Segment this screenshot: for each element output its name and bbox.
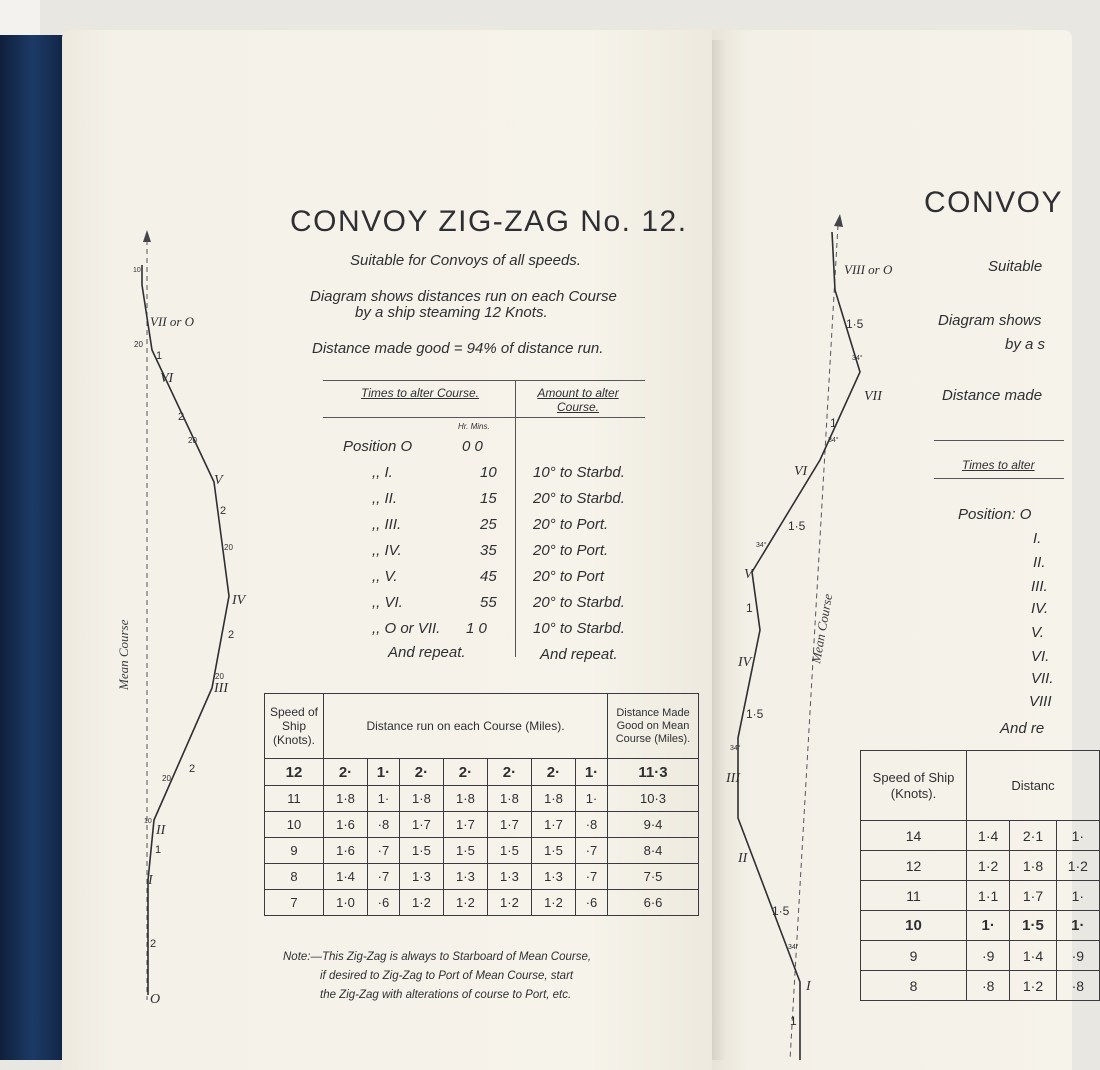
point-label: V [744, 567, 753, 582]
distance-good-cell: 7·5 [608, 864, 699, 890]
point-label: VI [160, 371, 174, 386]
distance-cell: 1·8 [399, 786, 443, 812]
note-line-1: Note:—This Zig-Zag is always to Starboard of Mean Course, [283, 951, 592, 963]
left-subtitle: Suitable for Convoys of all speeds. [350, 252, 581, 269]
distance-cell: ·7 [575, 864, 607, 890]
distance-cell: 1·7 [1010, 881, 1056, 911]
distance-label: 1 [830, 416, 837, 430]
speed-cell: 8 [861, 971, 967, 1001]
distance-cell: 1·5 [443, 838, 487, 864]
distance-cell: 1· [575, 759, 607, 786]
distance-cell: 1·5 [487, 838, 531, 864]
distance-cell: 1·6 [324, 838, 368, 864]
point-label: II [156, 823, 166, 838]
point-label: VII [864, 389, 882, 404]
speed-cell: 9 [265, 838, 324, 864]
distance-cell: 1· [368, 759, 400, 786]
schedule-repeat-left: And repeat. [388, 644, 466, 661]
distance-cell: 1·3 [443, 864, 487, 890]
point-label: I [806, 979, 811, 994]
angle-label: 20 [224, 543, 233, 552]
right-position: V. [1031, 624, 1045, 641]
schedule-amount: 20° to Port. [533, 516, 609, 533]
schedule-time: 1 0 [466, 620, 487, 637]
distance-cell: ·8 [1056, 971, 1099, 1001]
header-speed: Speed of Ship (Knots). [861, 751, 967, 821]
schedule-amount: 20° to Port [533, 568, 605, 585]
angle-label: 10 [144, 818, 152, 825]
right-position: III. [1031, 578, 1048, 595]
distance-cell: 1·7 [487, 812, 531, 838]
point-label: O [150, 992, 161, 1007]
point-label: VII or O [150, 314, 195, 329]
distance-cell: ·8 [368, 812, 400, 838]
distance-label: 1·5 [772, 904, 790, 918]
right-subtitle: Suitable [988, 258, 1043, 275]
distance-label: 1 [156, 350, 163, 362]
speed-cell: 10 [861, 911, 967, 941]
point-label: V [214, 473, 223, 488]
right-times-header: Times to alter [962, 458, 1035, 472]
distance-cell: 1·8 [1010, 851, 1056, 881]
distance-label: 2 [228, 629, 235, 641]
left-description-1: Diagram shows distances run on each Course [310, 288, 617, 305]
schedule-time: 15 [480, 490, 497, 507]
distance-cell: 1· [368, 786, 400, 812]
angle-label: 34° [730, 745, 741, 752]
left-description-2: by a ship steaming 12 Knots. [355, 304, 548, 321]
distance-label: 2 [220, 505, 227, 517]
distance-cell: ·6 [575, 890, 607, 916]
speed-cell: 8 [265, 864, 324, 890]
left-title: CONVOY ZIG-ZAG No. 12. [290, 205, 688, 238]
schedule-time: 45 [480, 568, 497, 585]
distance-cell: 1·8 [531, 786, 575, 812]
angle-label: 34° [852, 355, 863, 362]
speed-cell: 11 [265, 786, 324, 812]
right-position: VII. [1031, 670, 1054, 687]
distance-cell: 1·2 [1010, 971, 1056, 1001]
right-position: I. [1033, 530, 1042, 547]
schedule-pos: ,, O or VII. [372, 620, 441, 637]
distance-cell: 1·2 [531, 890, 575, 916]
schedule-amount: 10° to Starbd. [533, 620, 625, 637]
distance-label: 1 [746, 601, 753, 615]
angle-label: 34° [828, 437, 839, 444]
right-description-1: Diagram shows [938, 312, 1042, 329]
distance-cell: 2· [399, 759, 443, 786]
schedule-pos: ,, VI. [372, 594, 403, 611]
distance-label: 1 [155, 844, 162, 856]
distance-cell: ·7 [575, 838, 607, 864]
distance-cell: 1·4 [324, 864, 368, 890]
distance-cell: 1·5 [399, 838, 443, 864]
right-description-2: by a s [1005, 336, 1046, 353]
schedule-header-amount: Amount to alter Course. [537, 386, 619, 414]
distance-cell: 1·1 [967, 881, 1010, 911]
distance-cell: ·9 [1056, 941, 1099, 971]
angle-label: 20 [162, 774, 171, 783]
speed-cell: 7 [265, 890, 324, 916]
distance-cell: 2· [487, 759, 531, 786]
distance-cell: 1· [1056, 821, 1099, 851]
schedule-units: Hr. Mins. [458, 422, 490, 431]
angle-label: 20 [134, 340, 143, 349]
schedule-amount: 10° to Starbd. [533, 464, 625, 481]
distance-label: 1·5 [846, 317, 864, 331]
point-label: II [738, 851, 748, 866]
distance-cell: 2· [324, 759, 368, 786]
distance-cell: 1·2 [487, 890, 531, 916]
distance-cell: 1· [967, 911, 1010, 941]
distance-cell: 1·5 [1010, 911, 1056, 941]
angle-label: 10 [133, 267, 141, 274]
distance-cell: 1·3 [487, 864, 531, 890]
schedule-time: 25 [480, 516, 497, 533]
speed-cell: 11 [861, 881, 967, 911]
distance-cell: 2·1 [1010, 821, 1056, 851]
distance-cell: ·8 [575, 812, 607, 838]
distance-cell: 1·6 [324, 812, 368, 838]
distance-cell: 1·3 [531, 864, 575, 890]
mean-course-label: Mean Course [808, 592, 836, 665]
distance-cell: 1·0 [324, 890, 368, 916]
schedule-pos: ,, IV. [372, 542, 402, 559]
schedule-pos: ,, I. [372, 464, 393, 481]
distance-cell: 1· [1056, 911, 1099, 941]
distance-cell: 2· [531, 759, 575, 786]
right-position: VIII [1029, 693, 1052, 710]
right-title: CONVOY [924, 186, 1064, 219]
distance-cell: 1·7 [399, 812, 443, 838]
schedule-header-times: Times to alter Course. [361, 386, 479, 400]
schedule-time: 35 [480, 542, 497, 559]
schedule-amount: 20° to Port. [533, 542, 609, 559]
distance-cell: 1·4 [967, 821, 1010, 851]
distance-label: 2 [150, 938, 157, 950]
right-position: IV. [1031, 600, 1049, 617]
schedule-pos: ,, III. [372, 516, 402, 533]
schedule-time: 55 [480, 594, 497, 611]
distance-cell: 1·7 [531, 812, 575, 838]
distance-good-cell: 11·3 [608, 759, 699, 786]
distance-label: 2 [189, 763, 196, 775]
speed-cell: 12 [265, 759, 324, 786]
note-line-2: if desired to Zig-Zag to Port of Mean Course, start [320, 970, 574, 982]
distance-cell: 1·8 [487, 786, 531, 812]
speed-cell: 10 [265, 812, 324, 838]
schedule-repeat-right: And repeat. [540, 646, 618, 663]
schedule-time: 0 0 [462, 438, 483, 455]
note-line-3: the Zig-Zag with alterations of course to Port, etc. [320, 989, 572, 1001]
schedule-pos: Position O [343, 438, 413, 455]
angle-label: 34° [756, 542, 767, 549]
distance-cell: 1·5 [531, 838, 575, 864]
distance-cell: 1·7 [443, 812, 487, 838]
point-label: I [148, 873, 153, 888]
distance-cell: 1· [575, 786, 607, 812]
header-distance: Distanc [967, 751, 1100, 821]
right-position: VI. [1031, 648, 1050, 665]
right-distance-made-good: Distance made [942, 387, 1043, 404]
distance-cell: 1·4 [1010, 941, 1056, 971]
schedule-amount: 20° to Starbd. [533, 594, 625, 611]
right-position: II. [1033, 554, 1046, 571]
right-position: Position: O [958, 506, 1032, 523]
distance-good-cell: 9·4 [608, 812, 699, 838]
distance-cell: 1·2 [443, 890, 487, 916]
distance-cell: 1·3 [399, 864, 443, 890]
point-label: III [214, 681, 228, 696]
distance-cell: ·8 [967, 971, 1010, 1001]
angle-label: 20 [188, 436, 197, 445]
distance-label: 1 [790, 1014, 797, 1028]
distance-label: 2 [178, 411, 185, 423]
distance-cell: 1·2 [399, 890, 443, 916]
speed-cell: 12 [861, 851, 967, 881]
angle-label: 34° [788, 944, 799, 951]
distance-cell: ·9 [967, 941, 1010, 971]
point-label: IV [232, 593, 246, 608]
point-label: VIII or O [844, 262, 893, 277]
distance-cell: 1·2 [967, 851, 1010, 881]
schedule-pos: ,, II. [372, 490, 398, 507]
left-distance-made-good: Distance made good = 94% of distance run. [312, 340, 604, 357]
distance-cell: 1·8 [443, 786, 487, 812]
header-distance-good: Distance Made Good on Mean Course (Miles). [608, 694, 699, 759]
distance-label: 1·5 [746, 707, 764, 721]
distance-label: 1·5 [788, 519, 806, 533]
distance-cell: 1·8 [324, 786, 368, 812]
header-distance-run: Distance run on each Course (Miles). [324, 694, 608, 759]
header-speed: Speed of Ship (Knots). [265, 694, 324, 759]
schedule-time: 10 [480, 464, 497, 481]
schedule-amount: 20° to Starbd. [533, 490, 625, 507]
distance-cell: 1· [1056, 881, 1099, 911]
distance-good-cell: 10·3 [608, 786, 699, 812]
speed-cell: 14 [861, 821, 967, 851]
distance-cell: ·7 [368, 864, 400, 890]
right-repeat: And re [1000, 720, 1045, 737]
point-label: III [726, 771, 740, 786]
point-label: IV [738, 655, 752, 670]
distance-cell: 2· [443, 759, 487, 786]
mean-course-label: Mean Course [116, 619, 131, 690]
distance-good-cell: 6·6 [608, 890, 699, 916]
point-label: VI [794, 464, 808, 479]
schedule-pos: ,, V. [372, 568, 398, 585]
speed-cell: 9 [861, 941, 967, 971]
distance-good-cell: 8·4 [608, 838, 699, 864]
distance-cell: ·7 [368, 838, 400, 864]
distance-cell: ·6 [368, 890, 400, 916]
angle-label: 20 [215, 672, 224, 681]
distance-cell: 1·2 [1056, 851, 1099, 881]
